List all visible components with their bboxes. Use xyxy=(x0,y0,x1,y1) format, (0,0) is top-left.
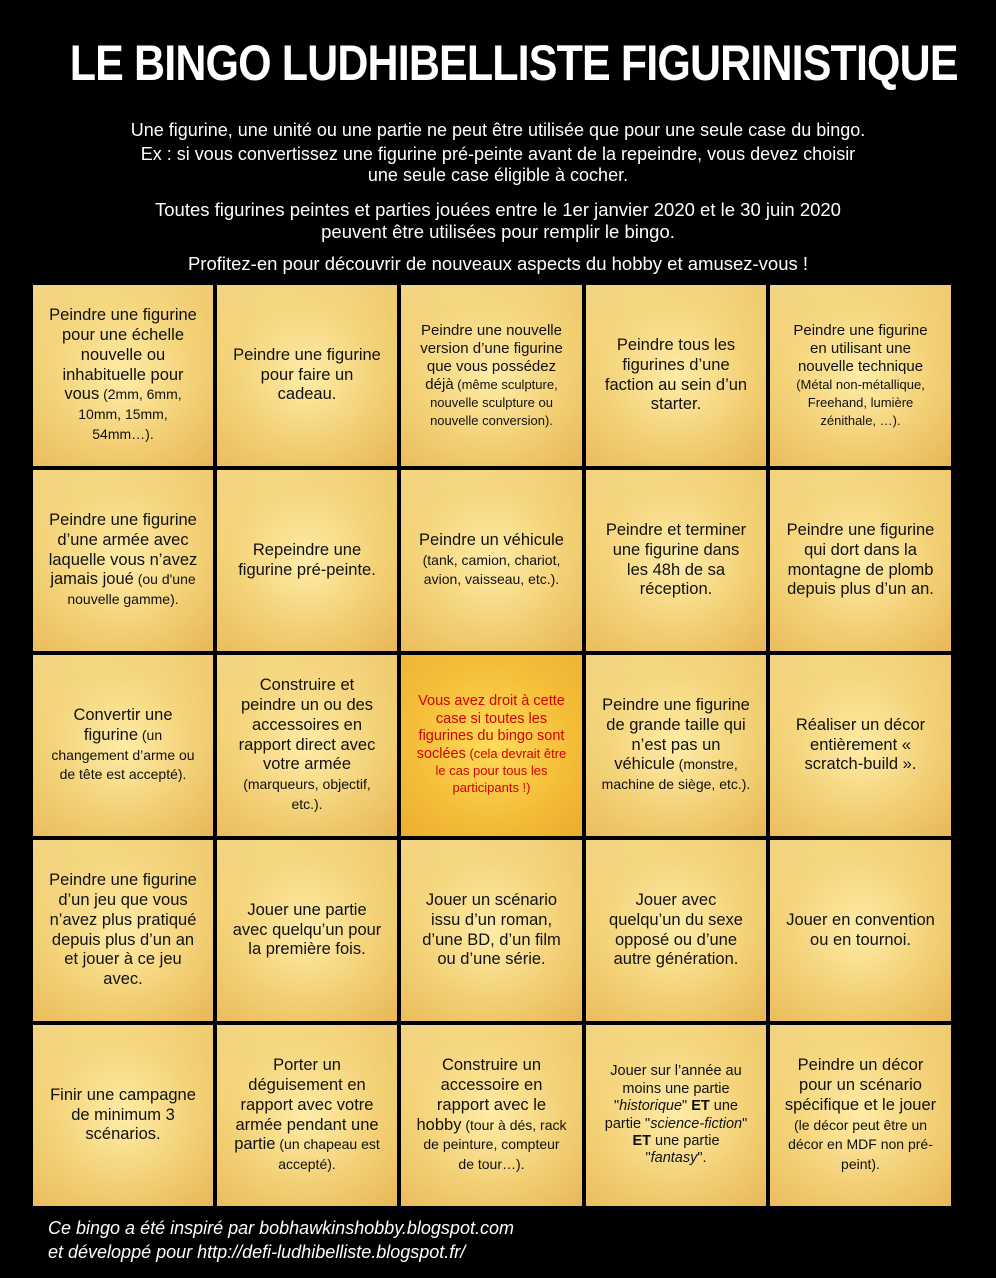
bingo-cell[interactable]: Peindre une figurine d’une armée avec laquelle vous n’avez jamais joué (ou d'une nouvelle gamme). xyxy=(33,470,213,651)
bingo-cell[interactable]: Construire et peindre un ou des accessoires en rapport direct avec votre armée (marqueurs, objectif, etc.). xyxy=(217,655,397,836)
bingo-grid xyxy=(33,285,951,1206)
bingo-cell[interactable]: Peindre une figurine d’un jeu que vous n’avez plus pratiqué depuis plus d’un an et jouer à ce jeu avec. xyxy=(33,840,213,1021)
bingo-cell[interactable]: Peindre et terminer une figurine dans les 48h de sa réception. xyxy=(586,470,766,651)
bingo-cell[interactable]: Repeindre une figurine pré-peinte. xyxy=(217,470,397,651)
bingo-cell[interactable]: Peindre une figurine pour une échelle nouvelle ou inhabituelle pour vous (2mm, 6mm, 10mm, 15mm, 54mm…). xyxy=(33,285,213,466)
example-text-1: Ex : si vous convertissez une figurine pré-peinte avant de la repeindre, vous devez choisir xyxy=(140,144,856,164)
footer-line-2: et développé pour http://defi-ludhibelliste.blogspot.fr/ xyxy=(48,1242,466,1262)
bingo-free-cell[interactable]: Vous avez droit à cette case si toutes les figurines du bingo sont soclées (cela devrait être le cas pour tous les participants !) xyxy=(401,655,582,836)
footer-credits xyxy=(48,1216,514,1264)
dates-text-2: peuvent être utilisées pour remplir le bingo. xyxy=(321,221,675,242)
bingo-cell[interactable]: Peindre une figurine pour faire un cadeau. xyxy=(217,285,397,466)
bingo-cell[interactable]: Peindre une nouvelle version d’une figurine que vous possédez déjà (même sculpture, nouvelle sculpture ou nouvelle conversion). xyxy=(401,285,582,466)
enjoy-text: Profitez-en pour découvrir de nouveaux aspects du hobby et amusez-vous ! xyxy=(187,253,809,274)
bingo-cell[interactable]: Peindre une figurine qui dort dans la montagne de plomb depuis plus d’un an. xyxy=(770,470,951,651)
page-title: LE BINGO LUDHIBELLISTE FIGURINISTIQUE xyxy=(69,35,958,91)
bingo-cell[interactable]: Peindre une figurine de grande taille qui n’est pas un véhicule (monstre, machine de siège, etc.). xyxy=(586,655,766,836)
bingo-cell[interactable]: Peindre tous les figurines d’une faction au sein d’un starter. xyxy=(586,285,766,466)
bingo-cell[interactable]: Réaliser un décor entièrement « scratch-build ». xyxy=(770,655,951,836)
footer-line-1: Ce bingo a été inspiré par bobhawkinshobby.blogspot.com xyxy=(48,1218,514,1238)
bingo-cell[interactable]: Jouer en convention ou en tournoi. xyxy=(770,840,951,1021)
bingo-cell[interactable]: Finir une campagne de minimum 3 scénarios. xyxy=(33,1025,213,1206)
bingo-cell[interactable]: Jouer une partie avec quelqu’un pour la première fois. xyxy=(217,840,397,1021)
dates-text-1: Toutes figurines peintes et parties jouées entre le 1er janvier 2020 et le 30 juin 2020 xyxy=(155,199,841,220)
example-text-2: une seule case éligible à cocher. xyxy=(367,165,629,185)
bingo-cell[interactable]: Jouer avec quelqu’un du sexe opposé ou d’une autre génération. xyxy=(586,840,766,1021)
bingo-cell[interactable]: Peindre un décor pour un scénario spécifique et le jouer (le décor peut être un décor en MDF non pré-peint). xyxy=(770,1025,951,1206)
bingo-cell[interactable]: Jouer un scénario issu d’un roman, d’une BD, d’un film ou d’une série. xyxy=(401,840,582,1021)
bingo-cell[interactable]: Peindre un véhicule (tank, camion, chariot, avion, vaisseau, etc.). xyxy=(401,470,582,651)
bingo-cell[interactable]: Porter un déguisement en rapport avec votre armée pendant une partie (un chapeau est accepté). xyxy=(217,1025,397,1206)
bingo-cell[interactable]: Convertir une figurine (un changement d’arme ou de tête est accepté). xyxy=(33,655,213,836)
bingo-cell[interactable]: Peindre une figurine en utilisant une nouvelle technique (Métal non-métallique, Freehand, lumière zénithale, …). xyxy=(770,285,951,466)
bingo-cell[interactable]: Construire un accessoire en rapport avec le hobby (tour à dés, rack de peinture, compteur de tour…). xyxy=(401,1025,582,1206)
bingo-cell[interactable]: Jouer sur l’année au moins une partie "historique" ET une partie "science-fiction" ET une partie "fantasy". xyxy=(586,1025,766,1206)
rule-text: Une figurine, une unité ou une partie ne peut être utilisée que pour une seule case du bingo. xyxy=(130,120,866,140)
